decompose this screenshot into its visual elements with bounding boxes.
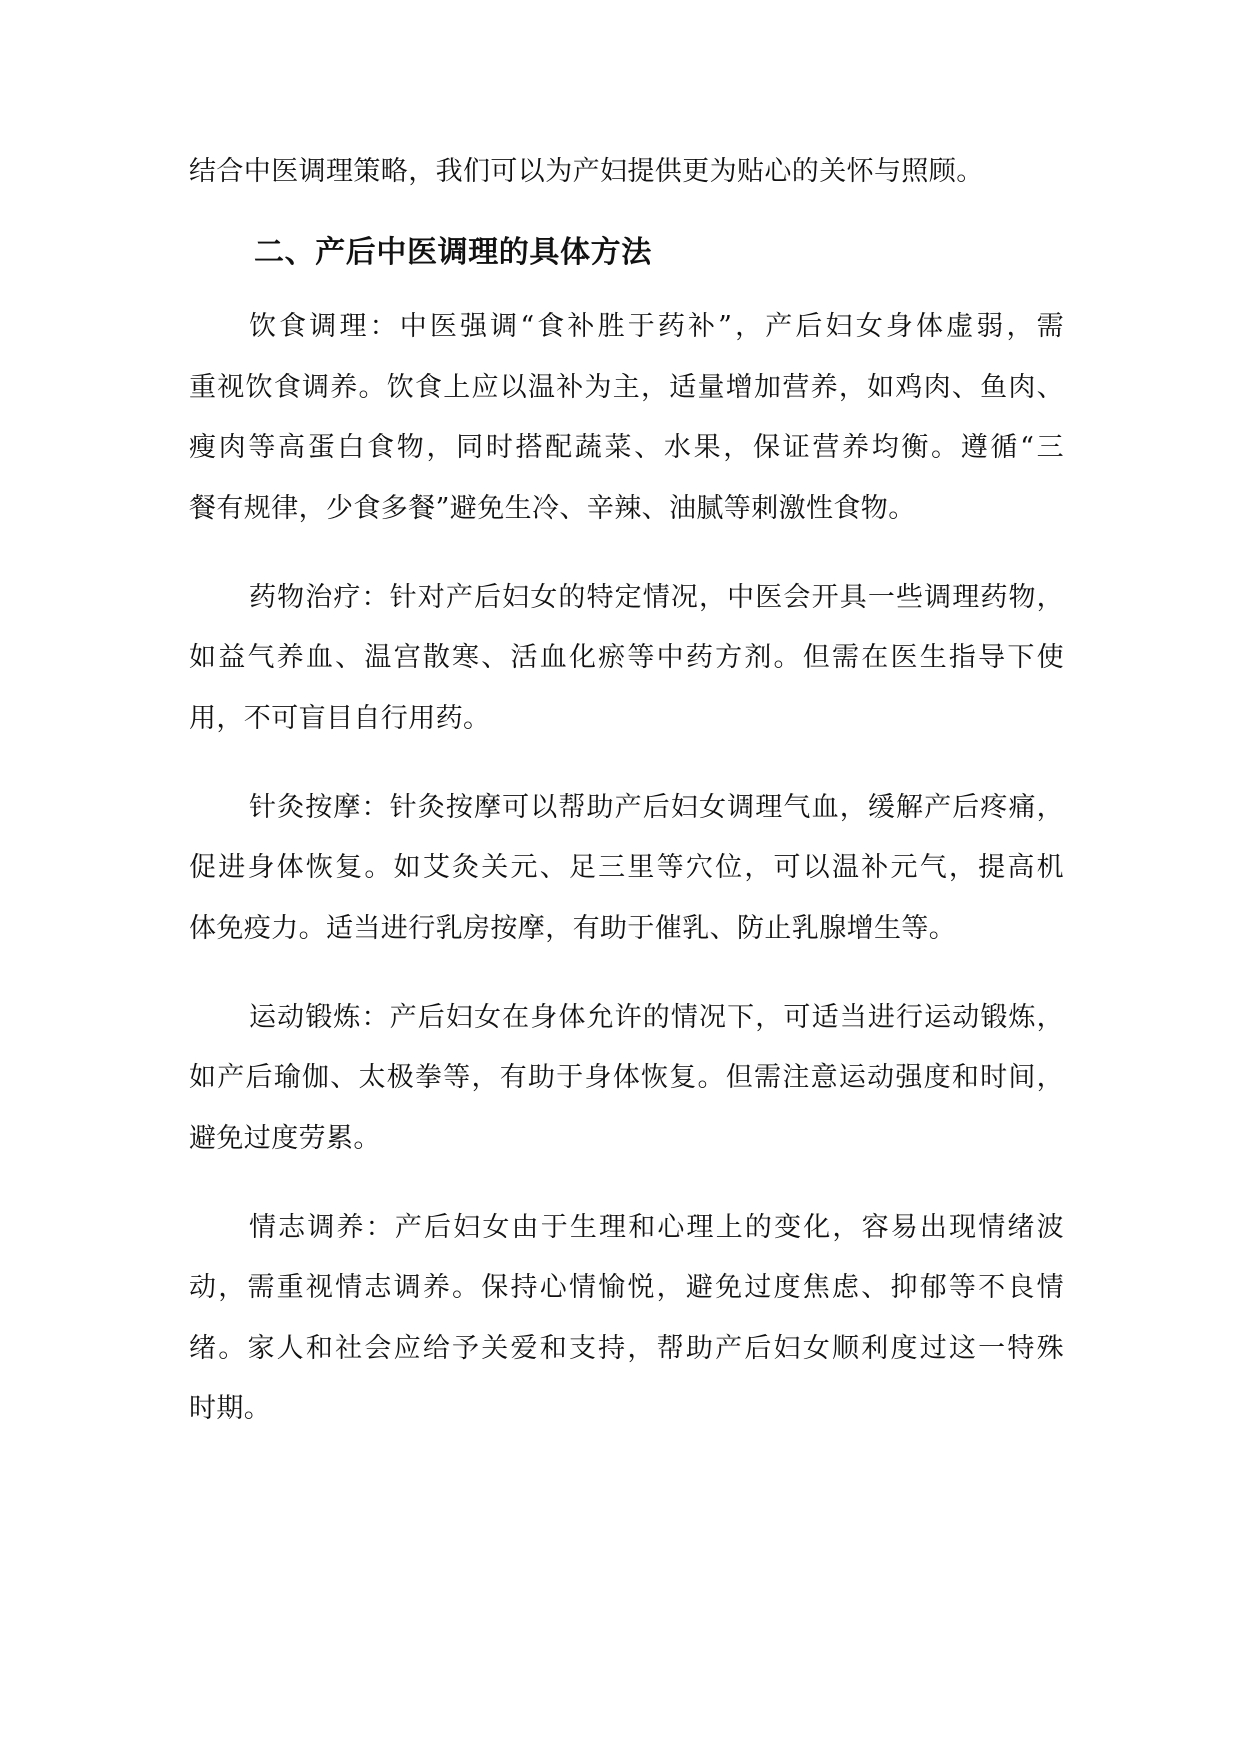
paragraph-emotion-line-2: 动，需重视情志调养。保持心情愉悦，避免过度焦虑、抑郁等不良情 [189, 1272, 1064, 1303]
paragraph-emotion-line-1: 情志调养：产后妇女由于生理和心理上的变化，容易出现情绪波 [249, 1212, 1064, 1243]
paragraph-exercise-line-2: 如产后瑜伽、太极拳等，有助于身体恢复。但需注意运动强度和时间， [189, 1062, 1064, 1093]
paragraph-medicine-line-3: 用，不可盲目自行用药。 [189, 703, 491, 734]
paragraph-diet-line-3: 瘦肉等高蛋白食物，同时搭配蔬菜、水果，保证营养均衡。遵循“三 [189, 432, 1064, 463]
paragraph-emotion-line-3: 绪。家人和社会应给予关爱和支持，帮助产后妇女顺利度过这一特殊 [189, 1333, 1064, 1364]
paragraph-medicine-line-2: 如益气养血、温宫散寒、活血化瘀等中药方剂。但需在医生指导下使 [189, 642, 1064, 673]
paragraph-acupuncture-line-2: 促进身体恢复。如艾灸关元、足三里等穴位，可以温补元气，提高机 [189, 852, 1064, 883]
paragraph-diet-line-2: 重视饮食调养。饮食上应以温补为主，适量增加营养，如鸡肉、鱼肉、 [189, 372, 1064, 403]
paragraph-acupuncture-line-3: 体免疫力。适当进行乳房按摩，有助于催乳、防止乳腺增生等。 [189, 913, 957, 944]
paragraph-diet-line-1: 饮食调理：中医强调“食补胜于药补”，产后妇女身体虚弱，需 [249, 311, 1064, 342]
section-heading: 二、产后中医调理的具体方法 [254, 235, 652, 270]
paragraph-emotion-line-4: 时期。 [189, 1393, 272, 1424]
paragraph-acupuncture-line-1: 针灸按摩：针灸按摩可以帮助产后妇女调理气血，缓解产后疼痛， [249, 792, 1064, 823]
paragraph-medicine-line-1: 药物治疗：针对产后妇女的特定情况，中医会开具一些调理药物， [249, 582, 1064, 613]
paragraph-exercise-line-3: 避免过度劳累。 [189, 1123, 381, 1154]
intro-line: 结合中医调理策略，我们可以为产妇提供更为贴心的关怀与照顾。 [189, 156, 984, 187]
paragraph-diet-line-4: 餐有规律，少食多餐”避免生冷、辛辣、油腻等刺激性食物。 [189, 493, 916, 524]
paragraph-exercise-line-1: 运动锻炼：产后妇女在身体允许的情况下，可适当进行运动锻炼， [249, 1002, 1064, 1033]
